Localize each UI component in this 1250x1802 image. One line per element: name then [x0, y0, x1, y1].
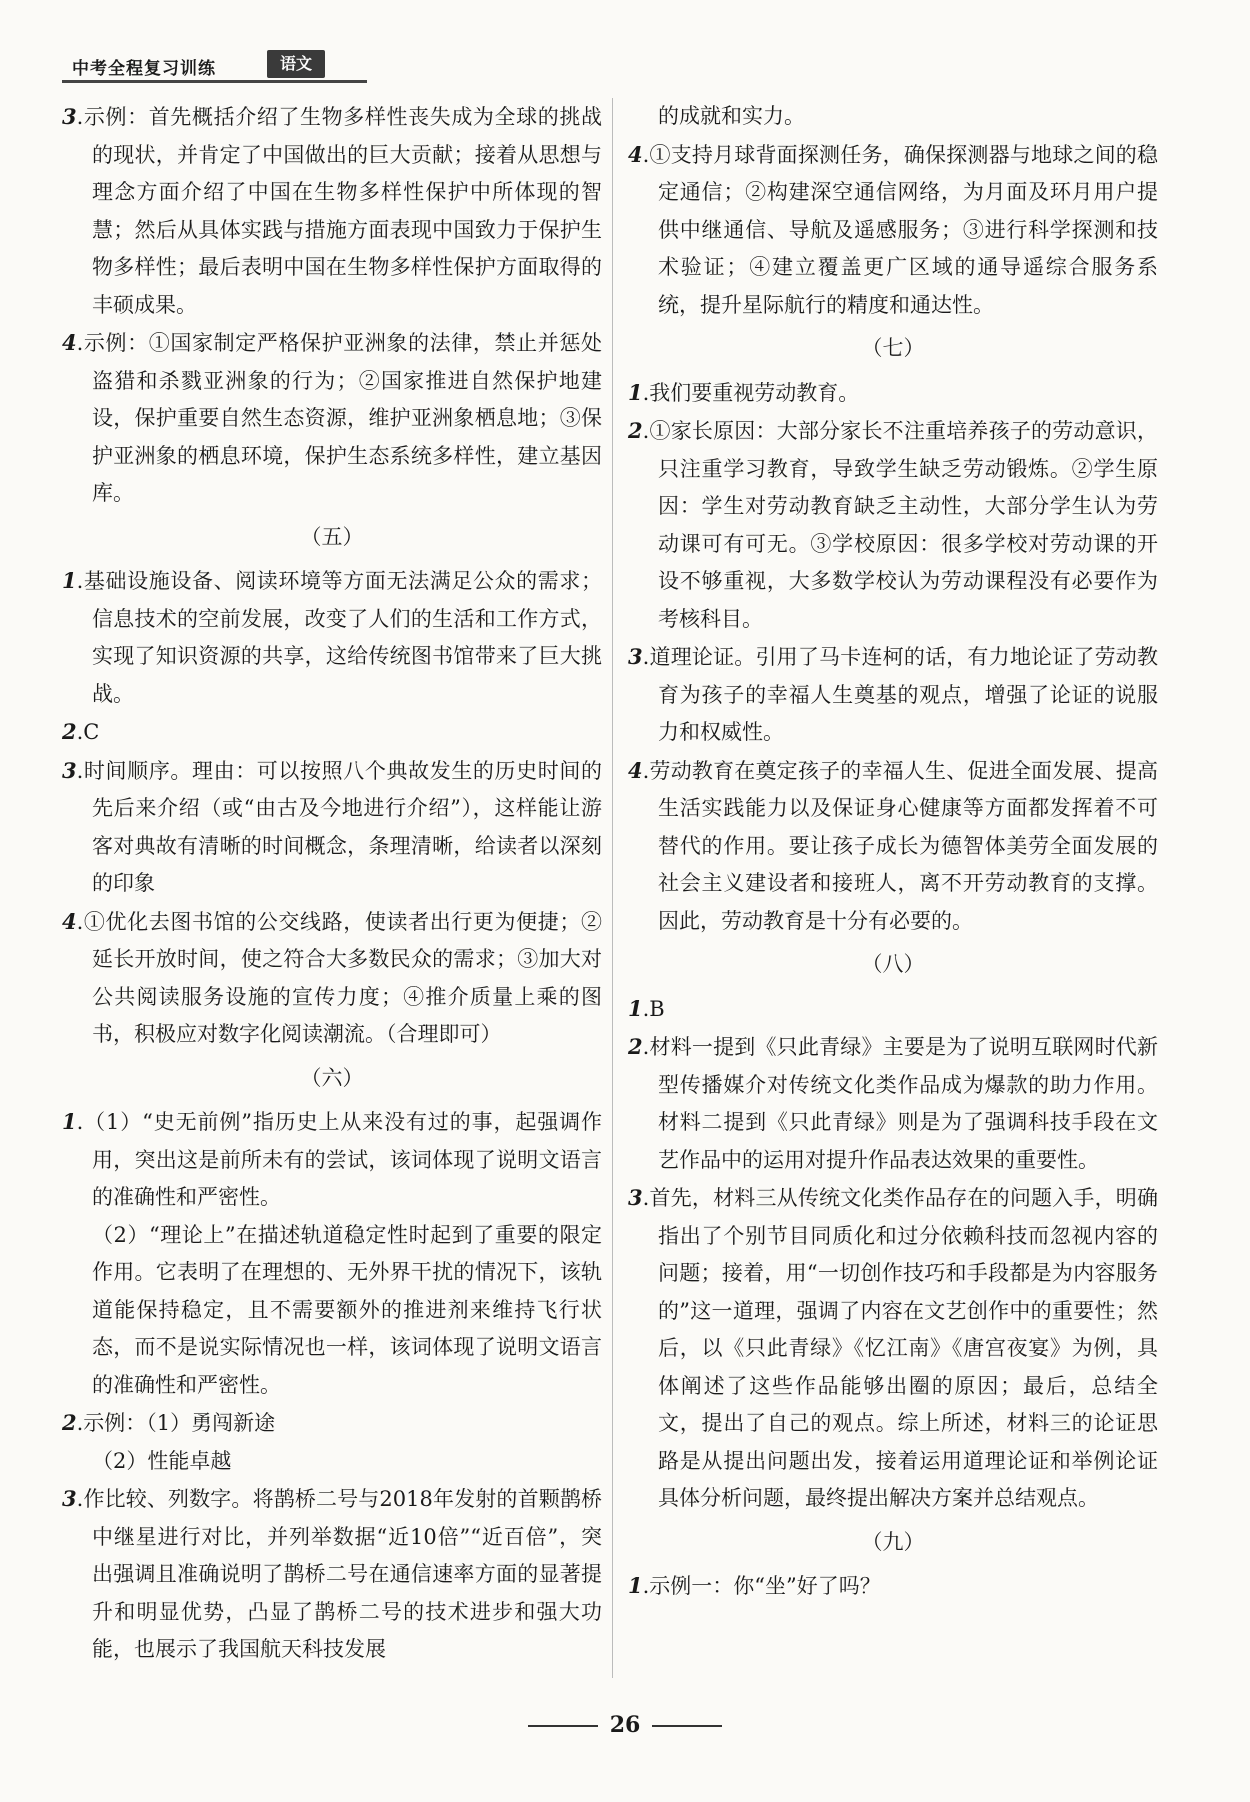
section-heading [62, 519, 602, 557]
item-text: .①支持月球背面探测任务，确保探测器与地球之间的稳定通信；②构建深空通信网络，为月面及环月用户提供中继通信、导航及遥感服务；③进行科学探测和技术验证；④建立覆盖更广区域的通导遥综合服务系统，提升星际航行的精度和通达性。 [642, 142, 1158, 317]
section-heading [62, 1060, 602, 1098]
item-text: .（1）“史无前例”指历史上从来没有过的事，起强调作用，突出这是前所未有的尝试，该词体现了说明文语言的准确性和严密性。 [76, 1110, 602, 1209]
item-text: .作比较、列数字。将鹊桥二号与2018年发射的首颗鹊桥中继星进行对比，并列举数据“近10倍”“近百倍”，突出强调且准确说明了鹊桥二号在通信速率方面的显著提升和明显优势，凸显了鹊桥二号的技术进步和强大功能，也展示了我国航天科技发展 [76, 1487, 602, 1661]
answer-item [628, 638, 1158, 752]
item-text: .C [76, 720, 100, 744]
section-heading-text: （八） [861, 952, 925, 976]
continuation-text: 的成就和实力。 [658, 104, 805, 128]
item-text: .基础设施设备、阅读环境等方面无法满足公众的需求；信息技术的空前发展，改变了人们的生活和工作方式，实现了知识资源的共享，这给传统图书馆带来了巨大挑战。 [76, 569, 602, 706]
item-number: 1 [62, 568, 77, 593]
answer-item [628, 1028, 1158, 1179]
answer-continuation [62, 1443, 602, 1481]
answer-item [62, 1480, 602, 1669]
section-heading-text: （六） [300, 1065, 364, 1090]
page-header [62, 48, 362, 82]
item-number: 3 [628, 1185, 643, 1210]
answer-item [62, 562, 602, 713]
answer-continuation [628, 98, 1158, 136]
item-number: 3 [62, 1486, 77, 1511]
answer-item [628, 136, 1158, 325]
item-number: 4 [628, 141, 643, 167]
item-text: .时间顺序。理由：可以按照八个典故发生的历史时间的先后来介绍（或“由古及今地进行介绍”），这样能让游客对典故有清晰的时间概念，条理清晰，给读者以深刻的印象 [76, 758, 602, 895]
item-text: .我们要重视劳动教育。 [642, 380, 860, 405]
item-text: .示例：首先概括介绍了生物多样性丧失成为全球的挑战的现状，并肯定了中国做出的巨大贡献；接着从思想与理念方面介绍了中国在生物多样性保护中所体现的智慧；然后从具体实践与措施方面表现中国致力于保护生物多样性；最后表明中国在生物多样性保护方面取得的丰硕成果。 [76, 105, 602, 317]
item-text: .①家长原因：大部分家长不注重培养孩子的劳动意识，只注重学习教育，导致学生缺乏劳动锻炼。②学生原因：学生对劳动教育缺乏主动性，大部分学生认为劳动课可有可无。③学校原因：很多学校对劳动课的开设不够重视，大多数学校认为劳动课程没有必要作为考核科目。 [642, 419, 1158, 631]
continuation-text: （2）性能卓越 [92, 1448, 232, 1473]
item-text: .示例：①国家制定严格保护亚洲象的法律，禁止并惩处盗猎和杀戮亚洲象的行为；②国家推进自然保护地建设，保护重要自然生态资源，维护亚洲象栖息地；③保护亚洲象的栖息环境，保护生态系统多样性，建立基因库。 [76, 331, 602, 505]
footer-ornament-left [528, 1725, 598, 1727]
section-heading [628, 1524, 1158, 1562]
item-number: 1 [628, 379, 643, 405]
page-number-footer [0, 1712, 1250, 1738]
section-heading-text: （七） [861, 336, 925, 360]
page-number: 26 [609, 1712, 641, 1738]
answer-item [62, 98, 602, 324]
answer-item [628, 990, 1158, 1029]
answer-item [62, 713, 602, 752]
item-number: 4 [62, 330, 77, 355]
section-heading [628, 946, 1158, 984]
item-number: 2 [62, 1410, 77, 1435]
answer-item [62, 752, 602, 903]
section-heading-text: （五） [300, 524, 364, 549]
answer-item [62, 1103, 602, 1217]
book-title: 中考全程复习训练 [72, 59, 216, 79]
subject-tag: 语文 [267, 50, 325, 78]
item-text: .B [642, 996, 665, 1021]
item-number: 1 [628, 1573, 643, 1598]
column-divider [612, 98, 613, 1678]
right-column [628, 98, 1158, 1606]
item-text: .劳动教育在奠定孩子的幸福人生、促进全面发展、提高生活实践能力以及保证身心健康等方面都发挥着不可替代的作用。要让孩子成长为德智体美劳全面发展的社会主义建设者和接班人，离不开劳动教育的支撑。因此，劳动教育是十分有必要的。 [642, 758, 1158, 933]
section-heading [628, 330, 1158, 368]
item-text: .示例：（1）勇闯新途 [76, 1411, 276, 1435]
item-text: .材料一提到《只此青绿》主要是为了说明互联网时代新型传播媒介对传统文化类作品成为爆款的助力作用。材料二提到《只此青绿》则是为了强调科技手段在文艺作品中的运用对提升作品表达效果的重要性。 [642, 1035, 1158, 1172]
answer-item [628, 752, 1158, 941]
header-rule [62, 80, 367, 83]
item-number: 2 [628, 1034, 643, 1059]
item-number: 2 [62, 719, 77, 744]
item-number: 3 [62, 757, 77, 783]
footer-ornament-right [652, 1725, 722, 1727]
item-number: 1 [62, 1109, 77, 1134]
left-column [62, 98, 602, 1669]
item-number: 4 [62, 908, 77, 934]
answer-item [62, 903, 602, 1054]
item-text: .道理论证。引用了马卡连柯的话，有力地论证了劳动教育为孩子的幸福人生奠基的观点，增强了论证的说服力和权威性。 [642, 645, 1158, 744]
item-number: 2 [628, 418, 643, 443]
continuation-text: （2）“理论上”在描述轨道稳定性时起到了重要的限定作用。它表明了在理想的、无外界干扰的情况下，该轨道能保持稳定，且不需要额外的推进剂来维持飞行状态，而不是说实际情况也一样，该词体现了说明文语言的准确性和严密性。 [92, 1222, 602, 1397]
item-number: 3 [628, 644, 643, 669]
answer-continuation [62, 1217, 602, 1405]
item-number: 3 [62, 104, 77, 129]
answer-item [62, 1404, 602, 1443]
answer-item [628, 1179, 1158, 1518]
item-text: .①优化去图书馆的公交线路，使读者出行更为便捷；②延长开放时间，使之符合大多数民众的需求；③加大对公共阅读服务设施的宣传力度；④推介质量上乘的图书，积极应对数字化阅读潮流。（合理即可） [76, 909, 602, 1046]
item-text: .首先，材料三从传统文化类作品存在的问题入手，明确指出了个别节目同质化和过分依赖科技而忽视内容的问题；接着，用“一切创作技巧和手段都是为内容服务的”这一道理，强调了内容在文艺创作中的重要性；然后，以《只此青绿》《忆江南》《唐宫夜宴》为例，具体阐述了这些作品能够出圈的原因；最后，总结全文，提出了自己的观点。综上所述，材料三的论证思路是从提出问题出发，接着运用道理论证和举例论证具体分析问题，最终提出解决方案并总结观点。 [642, 1186, 1158, 1510]
item-text: .示例一：你“坐”好了吗？ [642, 1574, 881, 1598]
answer-item [628, 374, 1158, 413]
item-number: 4 [628, 757, 643, 783]
answer-item [62, 324, 602, 513]
section-heading-text: （九） [861, 1529, 925, 1554]
item-number: 1 [628, 995, 643, 1021]
answer-item [628, 412, 1158, 638]
answer-item [628, 1567, 1158, 1606]
